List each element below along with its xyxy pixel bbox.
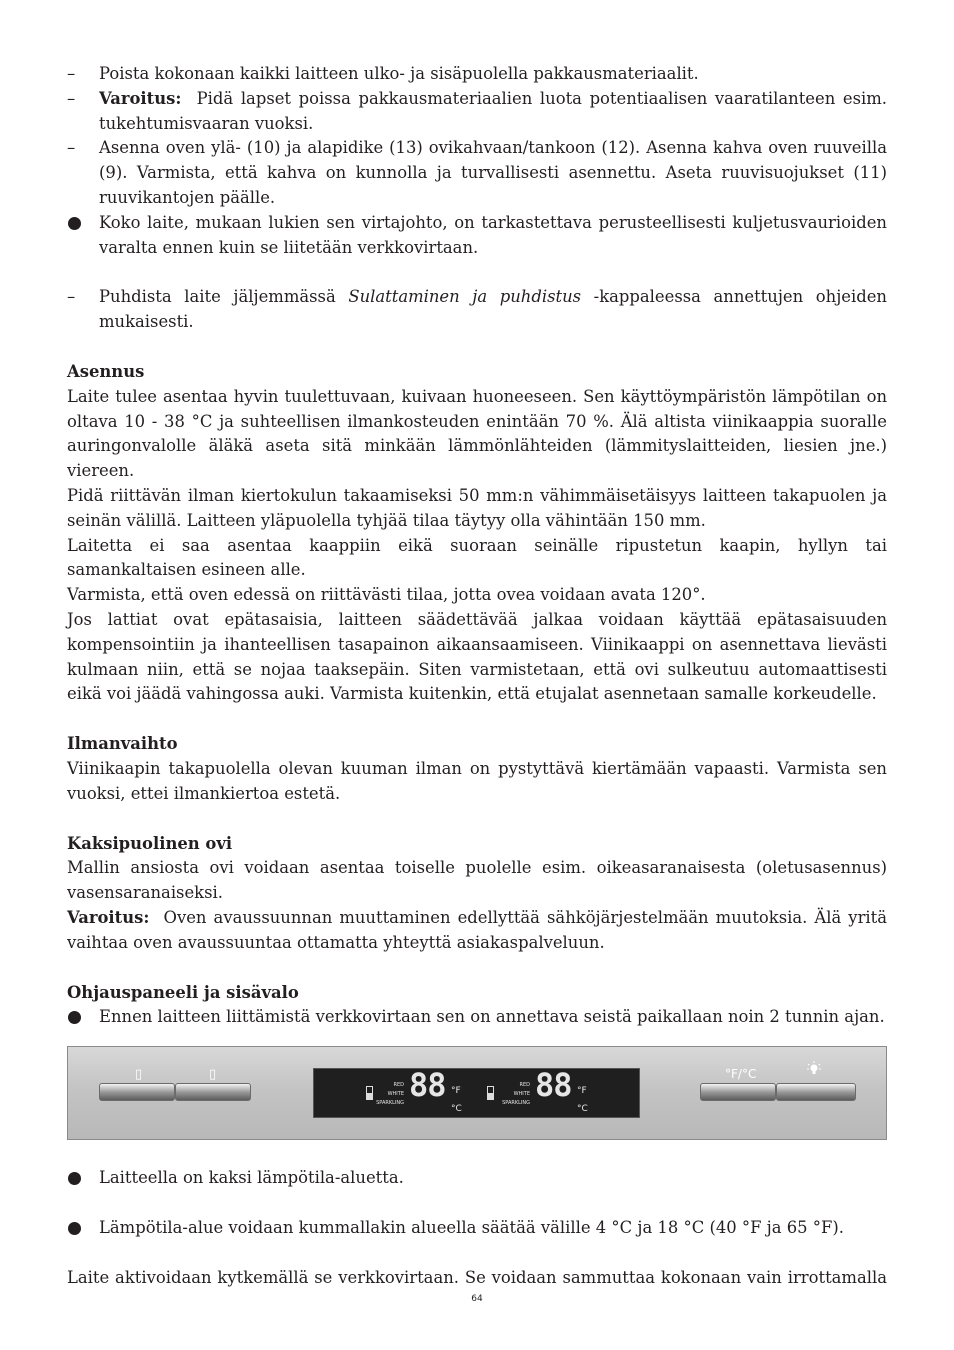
list-item-text: Ennen laitteen liittämistä verkkovirtaan sen on annettava seistä paikallaan noin 2 tunnin ajan. (99, 1007, 885, 1027)
bottle-icon (487, 1086, 494, 1100)
bullet-icon (68, 1172, 81, 1185)
wine-type-labels (494, 1081, 530, 1108)
zone-1-display (314, 1066, 474, 1117)
page-number: 64 (471, 1294, 483, 1304)
list-item (67, 62, 887, 87)
paragraph: Laite tulee asentaa hyvin tuulettuvaan, kuivaan huoneeseen. Sen käyttöympäristön lämpötilan on oltava 10 - 38 °C ja suhteellisen ilmankosteuden enintään 70 %. Älä altista viinikaappia suoralle auringonvalolle äläkä aseta sitä minkään lämmönlähteiden (lämmityslaitteiden, liesien jne.) viereen. (67, 386, 887, 481)
bullet-icon (68, 217, 81, 230)
unit-c: °C (577, 1104, 588, 1115)
zone-2-button (175, 1083, 251, 1101)
unit-c: °C (451, 1104, 462, 1115)
list-item (67, 285, 887, 335)
paragraph: Mallin ansiosta ovi voidaan asentaa toiselle puolelle esim. oikeasaranaisesta (oletusasennus) vasensaranaiseksi. (67, 858, 887, 903)
unit-toggle-button (700, 1083, 776, 1101)
document-page (67, 62, 887, 1290)
list-item (67, 211, 887, 261)
temperature-digits: 88 (409, 1066, 446, 1105)
dash-marker: – (67, 138, 76, 158)
wine-type-labels (368, 1081, 404, 1108)
paragraph: Viinikaapin takapuolella olevan kuuman ilman on pystyttävä kiertämään vapaasti. Varmista sen vuoksi, ettei ilmankiertoa estetä. (67, 758, 887, 803)
label-red: RED (393, 1082, 404, 1089)
list-item-text: Poista kokonaan kaikki laitteen ulko- ja sisäpuolella pakkausmateriaalit. (99, 64, 699, 83)
text-segment: -kappaleessa annettujen ohjeiden mukaisesti. (99, 287, 887, 332)
unit-f: °F (451, 1086, 461, 1097)
label-white: WHITE (387, 1091, 404, 1098)
list-item (67, 136, 887, 210)
bullet-icon (68, 1222, 81, 1235)
unit-toggle-label: °F/°C (725, 1067, 757, 1082)
list-item-text: Koko laite, mukaan lukien sen virtajohto, on tarkastettava perusteellisesti kuljetusvaurioiden varalta ennen kuin se liitetään verkkovirtaan. (99, 212, 887, 257)
dash-marker: – (67, 88, 76, 108)
section-reference: Sulattaminen ja puhdistus (348, 287, 582, 307)
temperature-display (313, 1068, 640, 1118)
warning-text: Oven avaussuunnan muuttaminen edellyttää sähköjärjestelmään muutoksia. Älä yritä vaihtaa oven avaussuuntaa ottamatta yhteyttä asiakaspalveluun. (67, 907, 888, 952)
unit-f: °F (577, 1086, 587, 1097)
zone-1-icon: ▯ (135, 1067, 143, 1083)
section-heading-ovi: Kaksipuolinen ovi (67, 833, 233, 853)
section-heading-ohjaus: Ohjauspaneeli ja sisävalo (67, 982, 299, 1002)
text-segment: Puhdista laite jäljemmässä (99, 287, 336, 307)
zone-2-icon: ▯ (209, 1067, 217, 1083)
list-item-text: Asenna oven ylä- (10) ja alapidike (13) ovikahvaan/tankoon (12). Asenna kahva oven ruuveilla (9). Varmista, että kahva on kunnolla ja turvallisesti asennettu. Aseta ruuvisuojukset (11) ruuvikantojen päälle. (99, 138, 887, 207)
list-item (67, 1005, 887, 1030)
zone-2-display (479, 1066, 639, 1117)
paragraph: Laitetta ei saa asentaa kaappiin eikä suoraan seinälle ripustetun kaapin, hyllyn tai samankaltaisen esineen alle. (67, 535, 887, 580)
zone-1-button (99, 1083, 175, 1101)
dash-marker: – (67, 64, 76, 83)
paragraph: Laite aktivoidaan kytkemällä se verkkovirtaan. Se voidaan sammuttaa kokonaan vain irrottamalla (67, 1267, 887, 1287)
paragraph: Varmista, että oven edessä on riittävästi tilaa, jotta ovea voidaan avata 120°. (67, 585, 706, 605)
warning-text: Pidä lapset poissa pakkausmateriaalien luota potentiaalisen vaaratilanteen esim. tukehtumisvaaran vuoksi. (99, 88, 887, 133)
section-heading-asennus: Asennus (67, 361, 145, 381)
bullet-icon (68, 1011, 81, 1024)
label-sparkling: SPARKLING (376, 1100, 404, 1107)
warning-label: Varoitus: (67, 907, 150, 927)
list-item (67, 87, 887, 137)
temperature-digits: 88 (535, 1066, 572, 1105)
list-item-text (99, 285, 887, 335)
label-white: WHITE (513, 1091, 530, 1098)
light-button (776, 1083, 856, 1101)
list-item-text: Laitteella on kaksi lämpötila-aluetta. (99, 1168, 404, 1188)
paragraph: Jos lattiat ovat epätasaisia, laitteen säädettävää jalkaa voidaan käyttää epätasaisuuden kompensointiin ja ihanteellisen tasapainon aikaansaamiseen. Viinikaappi on asennettava lievästi kulmaan niin, että se nojaa taaksepäin. Siten varmistetaan, että ovi sulkeutuu automaattisesti eikä voi jäädä vahingossa auki. Varmista kuitenkin, että etujalat asennetaan samalle korkeudelle. (67, 609, 887, 704)
list-item-text (99, 87, 887, 137)
control-panel-illustration (67, 1046, 887, 1140)
section-heading-ilmanvaihto: Ilmanvaihto (67, 734, 178, 754)
label-red: RED (519, 1082, 530, 1089)
paragraph: Pidä riittävän ilman kiertokulun takaamiseksi 50 mm:n vähimmäisetäisyys laitteen takapuolen ja seinän välillä. Laitteen yläpuolella tyhjää tilaa täytyy olla vähintään 150 mm. (67, 485, 887, 530)
list-item-text: Lämpötila-alue voidaan kummallakin alueella säätää välille 4 °C ja 18 °C (40 °F ja 65 °F). (99, 1217, 844, 1237)
list-item (67, 1216, 887, 1241)
paragraph (67, 906, 887, 956)
list-item (67, 1166, 887, 1191)
label-sparkling: SPARKLING (502, 1100, 530, 1107)
dash-marker: – (67, 287, 76, 307)
warning-label: Varoitus: (99, 88, 182, 108)
bulb-icon (807, 1061, 821, 1077)
